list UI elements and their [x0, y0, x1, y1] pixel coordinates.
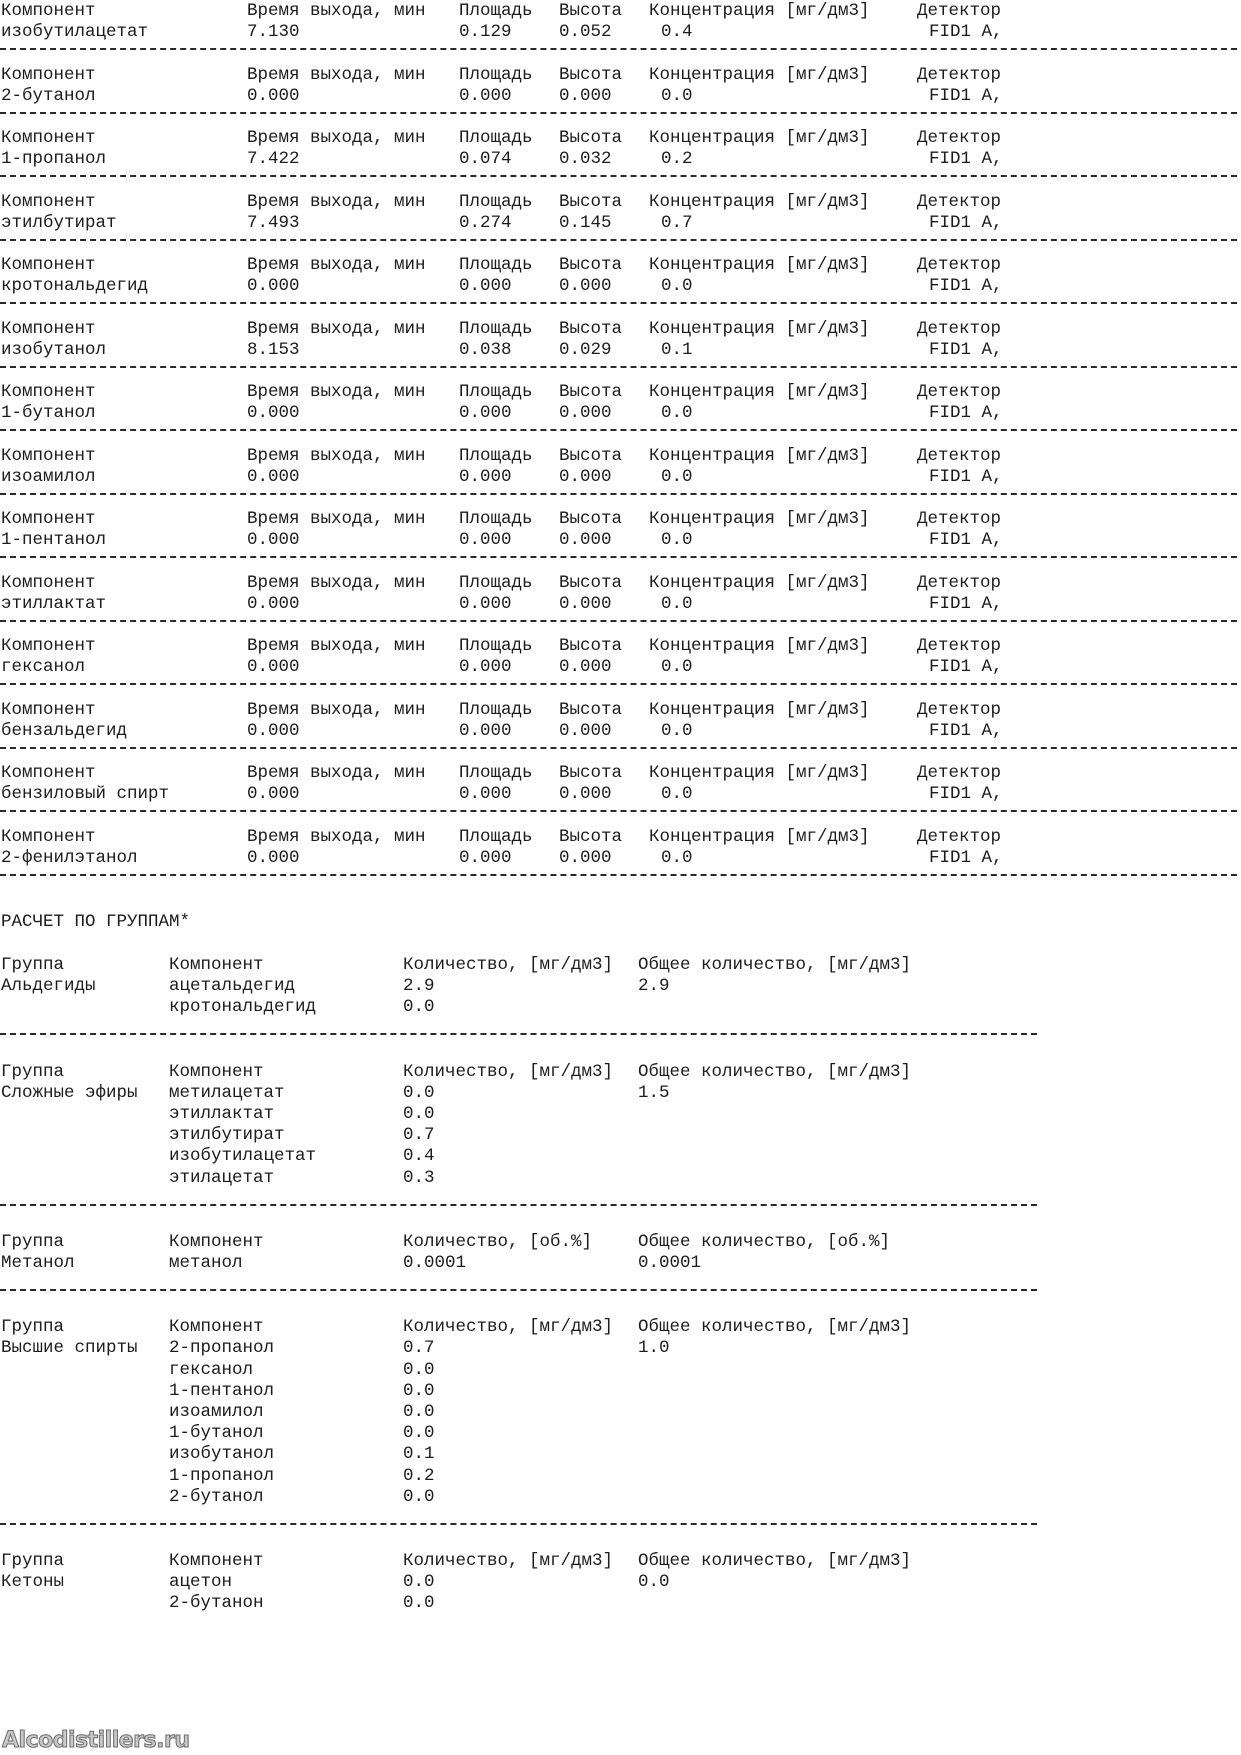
groups-title-text: РАСЧЕТ ПО ГРУППАМ* — [1, 912, 191, 932]
header-area: Площадь — [459, 1, 533, 21]
group-quantity-value: 0.0 — [403, 1486, 435, 1507]
group-component-name: метанол — [169, 1253, 243, 1273]
header-area: Площадь — [459, 255, 533, 275]
header-retention-time: Время выхода, мин — [247, 382, 426, 402]
dashed-separator — [0, 747, 1237, 749]
retention-time-value: 7.130 — [247, 22, 300, 42]
component-name: кротональдегид — [1, 276, 149, 296]
header-group-component: Компонент — [169, 1551, 264, 1571]
group-quantity-value: 0.0 — [403, 1082, 435, 1103]
group-component-name: 2-пропанол — [169, 1338, 275, 1359]
group-component-name: изобутанол — [169, 1444, 275, 1465]
height-value: 0.145 — [559, 212, 612, 233]
header-component: Компонент — [1, 699, 96, 720]
header-height: Высота — [559, 509, 623, 529]
header-height: Высота — [559, 826, 623, 847]
group-total-value: 2.9 — [638, 976, 670, 997]
header-height: Высота — [559, 382, 623, 402]
concentration-value: 0.7 — [661, 212, 693, 233]
concentration-value: 0.0 — [661, 784, 693, 804]
component-name: изоамилол — [1, 466, 96, 487]
height-value: 0.000 — [559, 593, 612, 614]
area-value: 0.000 — [459, 466, 512, 487]
header-detector: Детектор — [917, 128, 1002, 148]
header-area: Площадь — [459, 636, 533, 656]
group-component-name: 2-бутанон — [169, 1593, 264, 1614]
area-value: 0.274 — [459, 212, 512, 233]
retention-time-value: 8.153 — [247, 339, 300, 360]
header-detector: Детектор — [917, 572, 1002, 593]
group-quantity-value: 0.7 — [403, 1338, 435, 1359]
group-total-value: 1.5 — [638, 1082, 670, 1103]
header-detector: Детектор — [917, 636, 1002, 656]
header-retention-time: Время выхода, мин — [247, 64, 426, 85]
area-value: 0.000 — [459, 657, 512, 677]
header-total-quantity: Общее количество, [мг/дм3] — [638, 1551, 912, 1571]
header-detector: Детектор — [917, 699, 1002, 720]
group-component-name: 1-пентанол — [169, 1380, 275, 1401]
header-retention-time: Время выхода, мин — [247, 255, 426, 275]
header-height: Высота — [559, 763, 623, 783]
header-detector: Детектор — [917, 445, 1002, 466]
height-value: 0.000 — [559, 784, 612, 804]
header-component: Компонент — [1, 763, 96, 783]
dashed-separator — [0, 556, 1237, 558]
header-concentration: Концентрация [мг/дм3] — [649, 826, 870, 847]
group-component-name: метилацетат — [169, 1082, 285, 1103]
retention-time-value: 0.000 — [247, 85, 300, 106]
group-component-name: этилбутират — [169, 1125, 285, 1146]
dashed-separator — [0, 1204, 1037, 1206]
header-retention-time: Время выхода, мин — [247, 572, 426, 593]
group-component-name: изоамилол — [169, 1402, 264, 1422]
component-name: 1-пропанол — [1, 149, 107, 169]
header-component: Компонент — [1, 1, 96, 21]
height-value: 0.000 — [559, 466, 612, 487]
header-height: Высота — [559, 128, 623, 148]
group-name: Метанол — [1, 1253, 75, 1273]
retention-time-value: 0.000 — [247, 847, 300, 868]
detector-value: FID1 A, — [929, 22, 1003, 42]
dashed-separator — [0, 429, 1237, 431]
header-detector: Детектор — [917, 763, 1002, 783]
height-value: 0.000 — [559, 85, 612, 106]
dashed-separator — [0, 175, 1237, 177]
height-value: 0.029 — [559, 339, 612, 360]
concentration-value: 0.0 — [661, 530, 693, 550]
area-value: 0.074 — [459, 149, 512, 169]
header-total-quantity: Общее количество, [мг/дм3] — [638, 1061, 912, 1082]
detector-value: FID1 A, — [929, 85, 1003, 106]
header-group-component: Компонент — [169, 955, 264, 975]
header-component: Компонент — [1, 509, 96, 529]
header-quantity: Количество, [об.%] — [403, 1231, 593, 1252]
retention-time-value: 0.000 — [247, 276, 300, 296]
detector-value: FID1 A, — [929, 403, 1003, 423]
header-retention-time: Время выхода, мин — [247, 191, 426, 212]
header-retention-time: Время выхода, мин — [247, 636, 426, 656]
header-concentration: Концентрация [мг/дм3] — [649, 572, 870, 593]
component-name: этиллактат — [1, 593, 107, 614]
dashed-separator — [0, 1523, 1037, 1525]
component-name: гексанол — [1, 657, 86, 677]
dashed-separator — [0, 874, 1237, 876]
header-concentration: Концентрация [мг/дм3] — [649, 64, 870, 85]
height-value: 0.052 — [559, 22, 612, 42]
height-value: 0.000 — [559, 657, 612, 677]
header-height: Высота — [559, 255, 623, 275]
header-quantity: Количество, [мг/дм3] — [403, 955, 614, 975]
concentration-value: 0.0 — [661, 403, 693, 423]
group-component-name: 2-бутанол — [169, 1486, 264, 1507]
group-quantity-value: 0.4 — [403, 1146, 435, 1167]
group-quantity-value: 0.0 — [403, 1593, 435, 1614]
group-quantity-value: 0.7 — [403, 1125, 435, 1146]
area-value: 0.000 — [459, 85, 512, 106]
group-name: Кетоны — [1, 1572, 65, 1593]
header-group: Группа — [1, 955, 65, 975]
component-name: 1-бутанол — [1, 403, 96, 423]
header-area: Площадь — [459, 382, 533, 402]
detector-value: FID1 A, — [929, 149, 1003, 169]
header-area: Площадь — [459, 509, 533, 529]
dashed-separator — [0, 810, 1237, 812]
height-value: 0.000 — [559, 530, 612, 550]
group-name: Сложные эфиры — [1, 1082, 138, 1103]
group-quantity-value: 0.0 — [403, 997, 435, 1018]
group-component-name: гексанол — [169, 1359, 254, 1380]
header-concentration: Концентрация [мг/дм3] — [649, 636, 870, 656]
header-component: Компонент — [1, 636, 96, 656]
header-concentration: Концентрация [мг/дм3] — [649, 763, 870, 783]
detector-value: FID1 A, — [929, 784, 1003, 804]
dashed-separator — [0, 239, 1237, 241]
header-concentration: Концентрация [мг/дм3] — [649, 445, 870, 466]
group-quantity-value: 0.1 — [403, 1444, 435, 1465]
header-concentration: Концентрация [мг/дм3] — [649, 509, 870, 529]
header-component: Компонент — [1, 64, 96, 85]
header-retention-time: Время выхода, мин — [247, 509, 426, 529]
detector-value: FID1 A, — [929, 276, 1003, 296]
detector-value: FID1 A, — [929, 593, 1003, 614]
group-name: Альдегиды — [1, 976, 96, 997]
header-retention-time: Время выхода, мин — [247, 699, 426, 720]
area-value: 0.000 — [459, 784, 512, 804]
dashed-separator — [0, 1033, 1037, 1035]
detector-value: FID1 A, — [929, 657, 1003, 677]
group-component-name: 1-бутанол — [169, 1423, 264, 1444]
detector-value: FID1 A, — [929, 530, 1003, 550]
dashed-separator — [0, 366, 1237, 368]
header-group: Группа — [1, 1317, 65, 1338]
component-name: бензиловый спирт — [1, 784, 170, 804]
retention-time-value: 0.000 — [247, 530, 300, 550]
header-group-component: Компонент — [169, 1231, 264, 1252]
retention-time-value: 0.000 — [247, 657, 300, 677]
header-total-quantity: Общее количество, [мг/дм3] — [638, 955, 912, 975]
header-detector: Детектор — [917, 191, 1002, 212]
group-quantity-value: 0.0 — [403, 1572, 435, 1593]
group-component-name: 1-пропанол — [169, 1465, 275, 1486]
area-value: 0.129 — [459, 22, 512, 42]
retention-time-value: 0.000 — [247, 593, 300, 614]
retention-time-value: 7.493 — [247, 212, 300, 233]
dashed-separator — [0, 112, 1237, 114]
header-height: Высота — [559, 699, 623, 720]
component-name: 2-бутанол — [1, 85, 96, 106]
group-total-value: 0.0 — [638, 1572, 670, 1593]
component-name: изобутанол — [1, 339, 107, 360]
header-area: Площадь — [459, 191, 533, 212]
group-quantity-value: 0.2 — [403, 1465, 435, 1486]
header-area: Площадь — [459, 699, 533, 720]
header-area: Площадь — [459, 318, 533, 339]
detector-value: FID1 A, — [929, 212, 1003, 233]
group-quantity-value: 0.0 — [403, 1402, 435, 1422]
group-total-value: 0.0001 — [638, 1253, 702, 1273]
retention-time-value: 0.000 — [247, 720, 300, 741]
height-value: 0.000 — [559, 847, 612, 868]
group-quantity-value: 0.0 — [403, 1423, 435, 1444]
area-value: 0.038 — [459, 339, 512, 360]
dashed-separator — [0, 302, 1237, 304]
header-area: Площадь — [459, 445, 533, 466]
header-area: Площадь — [459, 64, 533, 85]
group-quantity-value: 0.3 — [403, 1167, 435, 1188]
group-quantity-value: 0.0 — [403, 1104, 435, 1124]
group-name: Высшие спирты — [1, 1338, 138, 1359]
detector-value: FID1 A, — [929, 720, 1003, 741]
header-concentration: Концентрация [мг/дм3] — [649, 255, 870, 275]
header-area: Площадь — [459, 128, 533, 148]
group-component-name: кротональдегид — [169, 997, 317, 1018]
detector-value: FID1 A, — [929, 466, 1003, 487]
area-value: 0.000 — [459, 593, 512, 614]
header-retention-time: Время выхода, мин — [247, 1, 426, 21]
dashed-separator — [0, 493, 1237, 495]
header-retention-time: Время выхода, мин — [247, 445, 426, 466]
height-value: 0.000 — [559, 403, 612, 423]
header-detector: Детектор — [917, 509, 1002, 529]
component-name: изобутилацетат — [1, 22, 149, 42]
area-value: 0.000 — [459, 720, 512, 741]
concentration-value: 0.0 — [661, 466, 693, 487]
concentration-value: 0.4 — [661, 22, 693, 42]
header-group-component: Компонент — [169, 1061, 264, 1082]
group-quantity-value: 2.9 — [403, 976, 435, 997]
header-height: Высота — [559, 445, 623, 466]
header-height: Высота — [559, 1, 623, 21]
dashed-separator — [0, 620, 1237, 622]
group-component-name: изобутилацетат — [169, 1146, 317, 1167]
height-value: 0.000 — [559, 276, 612, 296]
concentration-value: 0.0 — [661, 720, 693, 741]
group-quantity-value: 0.0 — [403, 1380, 435, 1401]
header-detector: Детектор — [917, 826, 1002, 847]
site-watermark: Alcodistillers.ru — [2, 1728, 190, 1753]
group-quantity-value: 0.0001 — [403, 1253, 467, 1273]
header-quantity: Количество, [мг/дм3] — [403, 1317, 614, 1338]
detector-value: FID1 A, — [929, 339, 1003, 360]
header-quantity: Количество, [мг/дм3] — [403, 1061, 614, 1082]
height-value: 0.032 — [559, 149, 612, 169]
group-component-name: этиллактат — [169, 1104, 275, 1124]
header-concentration: Концентрация [мг/дм3] — [649, 382, 870, 402]
detector-value: FID1 A, — [929, 847, 1003, 868]
group-component-name: этилацетат — [169, 1167, 275, 1188]
retention-time-value: 0.000 — [247, 784, 300, 804]
header-retention-time: Время выхода, мин — [247, 128, 426, 148]
header-component: Компонент — [1, 826, 96, 847]
component-name: 1-пентанол — [1, 530, 107, 550]
group-quantity-value: 0.0 — [403, 1359, 435, 1380]
header-detector: Детектор — [917, 318, 1002, 339]
height-value: 0.000 — [559, 720, 612, 741]
header-retention-time: Время выхода, мин — [247, 318, 426, 339]
header-total-quantity: Общее количество, [мг/дм3] — [638, 1317, 912, 1338]
area-value: 0.000 — [459, 403, 512, 423]
component-name: этилбутират — [1, 212, 117, 233]
group-component-name: ацетальдегид — [169, 976, 296, 997]
header-height: Высота — [559, 64, 623, 85]
concentration-value: 0.0 — [661, 657, 693, 677]
header-detector: Детектор — [917, 255, 1002, 275]
header-component: Компонент — [1, 255, 96, 275]
header-area: Площадь — [459, 826, 533, 847]
header-component: Компонент — [1, 318, 96, 339]
header-group-component: Компонент — [169, 1317, 264, 1338]
header-concentration: Концентрация [мг/дм3] — [649, 128, 870, 148]
component-name: 2-фенилэтанол — [1, 847, 138, 868]
header-height: Высота — [559, 318, 623, 339]
concentration-value: 0.0 — [661, 85, 693, 106]
header-detector: Детектор — [917, 64, 1002, 85]
dashed-separator — [0, 1289, 1037, 1291]
retention-time-value: 0.000 — [247, 403, 300, 423]
component-name: бензальдегид — [1, 720, 128, 741]
header-retention-time: Время выхода, мин — [247, 826, 426, 847]
concentration-value: 0.0 — [661, 276, 693, 296]
area-value: 0.000 — [459, 276, 512, 296]
header-component: Компонент — [1, 382, 96, 402]
header-quantity: Количество, [мг/дм3] — [403, 1551, 614, 1571]
header-height: Высота — [559, 636, 623, 656]
header-group: Группа — [1, 1551, 65, 1571]
header-height: Высота — [559, 191, 623, 212]
header-concentration: Концентрация [мг/дм3] — [649, 699, 870, 720]
dashed-separator — [0, 683, 1237, 685]
header-group: Группа — [1, 1061, 65, 1082]
header-concentration: Концентрация [мг/дм3] — [649, 1, 870, 21]
header-retention-time: Время выхода, мин — [247, 763, 426, 783]
header-detector: Детектор — [917, 382, 1002, 402]
header-group: Группа — [1, 1231, 65, 1252]
concentration-value: 0.2 — [661, 149, 693, 169]
header-area: Площадь — [459, 763, 533, 783]
area-value: 0.000 — [459, 847, 512, 868]
header-total-quantity: Общее количество, [об.%] — [638, 1231, 891, 1252]
header-component: Компонент — [1, 191, 96, 212]
concentration-value: 0.1 — [661, 339, 693, 360]
group-total-value: 1.0 — [638, 1338, 670, 1359]
retention-time-value: 0.000 — [247, 466, 300, 487]
header-component: Компонент — [1, 572, 96, 593]
header-component: Компонент — [1, 128, 96, 148]
header-height: Высота — [559, 572, 623, 593]
retention-time-value: 7.422 — [247, 149, 300, 169]
concentration-value: 0.0 — [661, 847, 693, 868]
header-concentration: Концентрация [мг/дм3] — [649, 191, 870, 212]
area-value: 0.000 — [459, 530, 512, 550]
group-component-name: ацетон — [169, 1572, 233, 1593]
concentration-value: 0.0 — [661, 593, 693, 614]
header-area: Площадь — [459, 572, 533, 593]
header-detector: Детектор — [917, 1, 1002, 21]
header-concentration: Концентрация [мг/дм3] — [649, 318, 870, 339]
header-component: Компонент — [1, 445, 96, 466]
dashed-separator — [0, 48, 1237, 50]
